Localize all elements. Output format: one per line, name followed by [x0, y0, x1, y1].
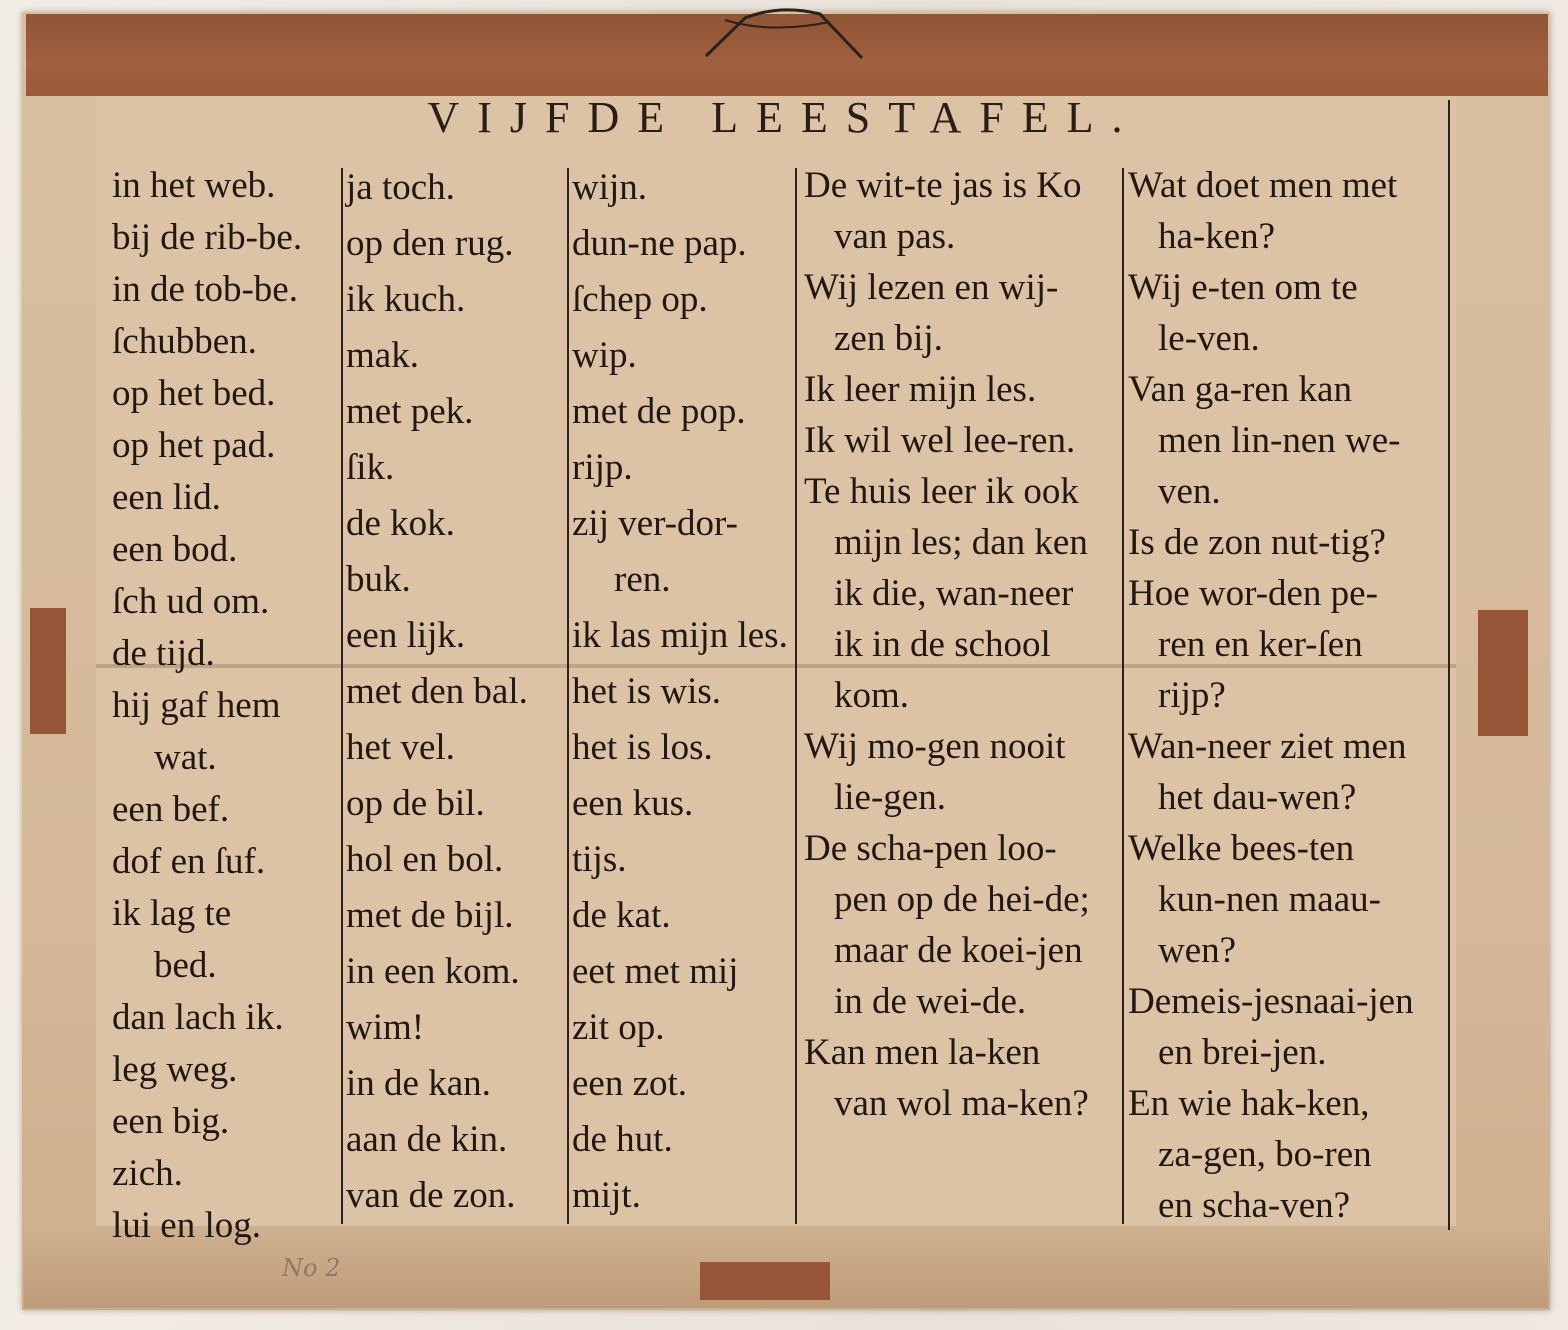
text-line: Wan-neer ziet men — [1128, 726, 1407, 767]
text-line: men lin-nen we- — [1158, 420, 1401, 461]
text-line: op het bed. — [112, 373, 276, 414]
text-line: de tijd. — [112, 633, 215, 674]
text-line: Kan men la-ken — [804, 1032, 1041, 1073]
text-line: op het pad. — [112, 425, 276, 466]
text-line: Is de zon nut-tig? — [1128, 522, 1386, 563]
text-line: rijp. — [572, 447, 633, 488]
text-line: de hut. — [572, 1119, 673, 1160]
text-line: een lid. — [112, 477, 221, 518]
text-line: kun-nen maau- — [1158, 879, 1381, 920]
text-line: ſik. — [346, 447, 395, 488]
text-line: Van ga-ren kan — [1128, 369, 1352, 410]
text-line: van de zon. — [346, 1175, 516, 1216]
page-title: VIJFDE LEESTAFEL. — [427, 93, 1141, 142]
text-line: van wol ma-ken? — [834, 1083, 1089, 1124]
text-line: ſch ud om. — [112, 581, 270, 622]
text-line: met den bal. — [346, 671, 528, 712]
text-line: in de kan. — [346, 1063, 491, 1104]
text-line: het is wis. — [572, 671, 722, 712]
pencil-note: No 2 — [282, 1254, 341, 1282]
text-line: op de bil. — [346, 783, 485, 824]
column-2 — [346, 160, 566, 1224]
text-line: Ik leer mijn les. — [804, 369, 1037, 410]
text-line: maar de koei-jen — [834, 930, 1083, 971]
text-line: Demeis-jesnaai-jen — [1128, 981, 1414, 1022]
text-line: kom. — [834, 675, 910, 716]
text-line: mijt. — [572, 1175, 641, 1216]
text-line: een big. — [112, 1101, 230, 1142]
text-line: Wij lezen en wij- — [804, 267, 1059, 308]
text-line: het dau-wen? — [1158, 777, 1357, 818]
text-line: van pas. — [834, 216, 956, 257]
text-line: eet met mij — [572, 951, 739, 992]
text-line: zich. — [112, 1153, 183, 1194]
text-line: Hoe wor-den pe- — [1128, 573, 1378, 614]
text-line: hol en bol. — [346, 839, 504, 880]
text-line: zen bij. — [834, 318, 943, 359]
text-line: een bod. — [112, 529, 238, 570]
text-line: een zot. — [572, 1063, 688, 1104]
text-line: ven. — [1158, 471, 1221, 512]
text-line: ren. — [614, 559, 671, 600]
text-line: wat. — [154, 737, 217, 778]
bottom-tab — [700, 1262, 830, 1300]
column-divider — [341, 168, 343, 1224]
text-line: ſchubben. — [112, 321, 257, 362]
text-line: za-gen, bo-ren — [1158, 1134, 1372, 1175]
text-line: pen op de hei-de; — [834, 879, 1090, 920]
text-line: rijp? — [1158, 675, 1226, 716]
text-line: aan de kin. — [346, 1119, 508, 1160]
text-line: mijn les; dan ken — [834, 522, 1088, 563]
column-divider — [567, 168, 569, 1224]
text-line: Wij mo-gen nooit — [804, 726, 1066, 767]
text-line: op den rug. — [346, 223, 514, 264]
column-3 — [572, 160, 794, 1224]
text-line: en brei-jen. — [1158, 1032, 1327, 1073]
text-line: Te huis leer ik ook — [804, 471, 1079, 512]
column-5 — [1128, 160, 1446, 1231]
column-divider — [1122, 168, 1124, 1224]
text-line: ik lag te — [112, 893, 232, 934]
text-line: ha-ken? — [1158, 216, 1276, 257]
text-line: ik die, wan-neer — [834, 573, 1074, 614]
column-divider — [795, 168, 797, 1224]
text-line: tijs. — [572, 839, 627, 880]
text-line: wijn. — [572, 167, 648, 208]
text-line: en scha-ven? — [1158, 1185, 1351, 1226]
text-line: ik in de school — [834, 624, 1051, 665]
text-line: in het web. — [112, 165, 276, 206]
text-line: ja toch. — [346, 167, 455, 208]
text-line: ren en ker-ſen — [1158, 624, 1363, 665]
text-line: dof en ſuf. — [112, 841, 266, 882]
text-line: De scha-pen loo- — [804, 828, 1057, 869]
text-line: Wij e-ten om te — [1128, 267, 1358, 308]
text-line: in een kom. — [346, 951, 520, 992]
text-line: wim! — [346, 1007, 425, 1048]
text-line: het is los. — [572, 727, 713, 768]
text-line: wip. — [572, 335, 637, 376]
text-line: zij ver-dor- — [572, 503, 738, 544]
text-line: lie-gen. — [834, 777, 946, 818]
text-line: bij de rib-be. — [112, 217, 303, 258]
text-line: een kus. — [572, 783, 694, 824]
text-line: in de wei-de. — [834, 981, 1027, 1022]
text-line: de kat. — [572, 895, 671, 936]
text-line: Ik wil wel lee-ren. — [804, 420, 1076, 461]
text-line: bed. — [154, 945, 217, 986]
column-1 — [112, 160, 340, 1252]
text-line: Wat doet men met — [1128, 165, 1398, 206]
text-line: ſchep op. — [572, 279, 708, 320]
column-divider — [1448, 100, 1450, 1230]
left-side-tab — [30, 608, 66, 734]
text-line: met pek. — [346, 391, 474, 432]
text-line: De wit-te jas is Ko — [804, 165, 1082, 206]
text-line: zit op. — [572, 1007, 665, 1048]
text-line: mak. — [346, 335, 419, 376]
text-line: wen? — [1158, 930, 1237, 971]
text-line: met de pop. — [572, 391, 746, 432]
text-line: in de tob-be. — [112, 269, 298, 310]
text-line: En wie hak-ken, — [1128, 1083, 1370, 1124]
right-side-tab — [1478, 610, 1528, 736]
text-line: leg weg. — [112, 1049, 238, 1090]
text-line: hij gaf hem — [112, 685, 281, 726]
text-line: Welke bees-ten — [1128, 828, 1355, 869]
text-line: ik las mijn les. — [572, 615, 788, 656]
text-line: ik kuch. — [346, 279, 466, 320]
text-line: le-ven. — [1158, 318, 1260, 359]
text-line: het vel. — [346, 727, 455, 768]
text-line: met de bijl. — [346, 895, 514, 936]
text-line: een lijk. — [346, 615, 466, 656]
text-line: de kok. — [346, 503, 455, 544]
text-line: buk. — [346, 559, 411, 600]
column-4 — [804, 160, 1120, 1129]
text-line: dun-ne pap. — [572, 223, 747, 264]
text-line: dan lach ik. — [112, 997, 284, 1038]
text-line: een bef. — [112, 789, 230, 830]
text-line: lui en log. — [112, 1205, 262, 1246]
